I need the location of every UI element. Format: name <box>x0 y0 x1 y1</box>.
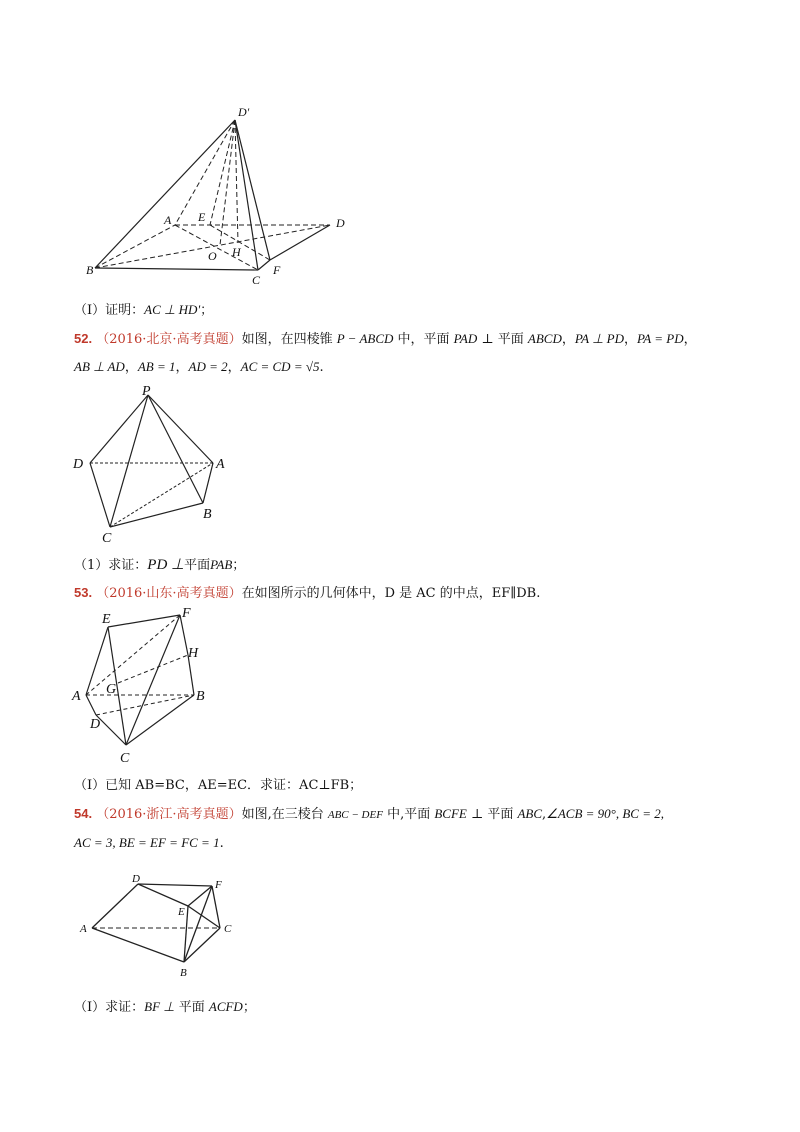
math-expr: PA ⊥ PD <box>574 331 624 346</box>
edge-pa <box>148 395 213 463</box>
math-expr: AB ⊥ AD <box>74 359 125 374</box>
edge-fc <box>212 886 220 928</box>
math-expr: AD = 2 <box>188 359 228 374</box>
edge-ab <box>92 928 184 962</box>
edge-ad <box>86 695 96 715</box>
q54-line1 <box>74 805 664 824</box>
math-expr: ∠ACB = 90°, BC = 2, <box>546 806 664 821</box>
edge-ef <box>108 615 180 627</box>
dash-af <box>86 615 180 695</box>
math-expr: BF ⊥ <box>144 999 175 1014</box>
math-expr: ACFD <box>208 999 243 1014</box>
math-expr: ABC − DEF <box>327 809 383 821</box>
edge-ab <box>203 463 213 503</box>
edge-cf <box>258 260 270 270</box>
label-a: A <box>80 923 87 935</box>
label-h: H <box>232 245 241 259</box>
label-g: G <box>106 682 117 697</box>
math-expr: ABCD <box>527 331 562 346</box>
edge-fh <box>180 615 188 655</box>
label-o: O <box>208 249 217 263</box>
label-c: C <box>120 751 130 765</box>
text: （Ⅰ）已知 AB=BC，AE=EC．求证：AC⊥FB； <box>74 778 363 793</box>
text: 如图，在四棱锥 <box>241 332 337 347</box>
text: , <box>542 807 547 822</box>
q52-part1 <box>74 556 245 575</box>
label-h: H <box>188 646 199 661</box>
label-e: E <box>198 210 206 224</box>
text: ， <box>124 360 138 375</box>
edge-ad <box>92 884 138 928</box>
label-a: A <box>216 457 225 472</box>
text: 平面 <box>184 558 211 573</box>
label-b: B <box>86 263 94 277</box>
label-a: A <box>72 689 81 704</box>
label-c: C <box>224 923 232 935</box>
text: 中,平面 <box>382 807 435 822</box>
text: ⊥ 平面 <box>466 807 518 822</box>
question-source: （2016·山东·高考真题） <box>96 586 242 601</box>
edge-cb <box>110 503 203 527</box>
q54-part1 <box>74 998 256 1017</box>
math-expr: ABC <box>517 806 543 821</box>
edge-hb <box>188 655 194 695</box>
question-number: 53. <box>74 585 93 600</box>
edge-bc <box>95 268 258 270</box>
q53-line1 <box>74 584 540 603</box>
math-expr: PAD <box>453 331 478 346</box>
label-c: C <box>252 273 261 287</box>
question-source: （2016·浙江·高考真题） <box>96 807 242 822</box>
math-expr: AC = 3, BE = EF = FC = 1 <box>74 835 220 850</box>
dash-ac <box>175 225 258 270</box>
label-d-prime: D' <box>238 105 250 119</box>
label-d: D <box>132 873 140 885</box>
text: ， <box>175 360 189 375</box>
text: ⊥ 平面 <box>477 332 528 347</box>
part-prefix: （Ⅰ）求证： <box>74 1000 145 1015</box>
text: . <box>219 836 224 851</box>
label-b: B <box>203 507 212 522</box>
part-prefix: （1）求证： <box>74 558 148 573</box>
text: ， <box>561 332 575 347</box>
label-d: D <box>336 216 345 230</box>
figure-53 <box>68 605 218 765</box>
math-expr: P − ABCD <box>336 331 394 346</box>
part-suffix: ； <box>232 558 246 573</box>
math-expr: PA = PD <box>637 331 684 346</box>
label-f: F <box>215 879 222 891</box>
math-expr: AB = 1 <box>137 359 176 374</box>
edge-pd <box>90 395 148 463</box>
q52-line2 <box>74 358 324 377</box>
label-b: B <box>196 689 205 704</box>
label-f: F <box>273 263 281 277</box>
text: . <box>319 360 324 375</box>
q54-line2 <box>74 834 224 853</box>
dash-de <box>210 120 235 225</box>
part-suffix: ； <box>200 303 214 318</box>
edge-ea <box>86 627 108 695</box>
label-p: P <box>142 385 151 399</box>
part-prefix: （Ⅰ）证明： <box>74 303 145 318</box>
text: 在如图所示的几何体中，D 是 AC 的中点，EF∥DB. <box>241 586 541 601</box>
question-number: 52. <box>74 331 93 346</box>
label-d: D <box>73 457 84 472</box>
math-expr: PD ⊥ <box>147 557 185 573</box>
edge-df <box>138 884 212 886</box>
label-e: E <box>102 612 111 627</box>
text: ， <box>227 360 241 375</box>
edge-dc <box>96 715 126 745</box>
figure-52 <box>68 385 238 545</box>
text: 如图,在三棱台 <box>241 807 328 822</box>
q51-part1 <box>74 301 213 320</box>
q53-part1 <box>74 777 362 795</box>
edge-bc <box>184 928 220 962</box>
figure-54 <box>78 872 248 982</box>
dash-ba <box>95 225 175 268</box>
math-expr: PAB <box>210 557 233 572</box>
label-d: D <box>90 717 101 732</box>
edge-dc <box>90 463 110 527</box>
math-expr: AC ⊥ HD' <box>144 302 201 317</box>
q52-line1 <box>74 330 697 349</box>
label-b: B <box>180 967 187 979</box>
question-number: 54. <box>74 806 93 821</box>
edge-de <box>138 884 188 906</box>
label-e: E <box>178 906 185 918</box>
math-expr: AC = CD = √5 <box>240 359 320 374</box>
text: 平面 <box>174 1000 209 1015</box>
text: 中，平面 <box>393 332 454 347</box>
math-expr: BCFE <box>434 806 467 821</box>
label-f: F <box>182 606 191 621</box>
dash-do <box>220 120 235 245</box>
part-suffix: ； <box>242 1000 256 1015</box>
figure-51 <box>80 100 370 290</box>
label-c: C <box>102 531 112 545</box>
label-a: A <box>164 213 172 227</box>
question-source: （2016·北京·高考真题） <box>96 332 242 347</box>
text: ， <box>683 332 697 347</box>
text: ， <box>624 332 638 347</box>
